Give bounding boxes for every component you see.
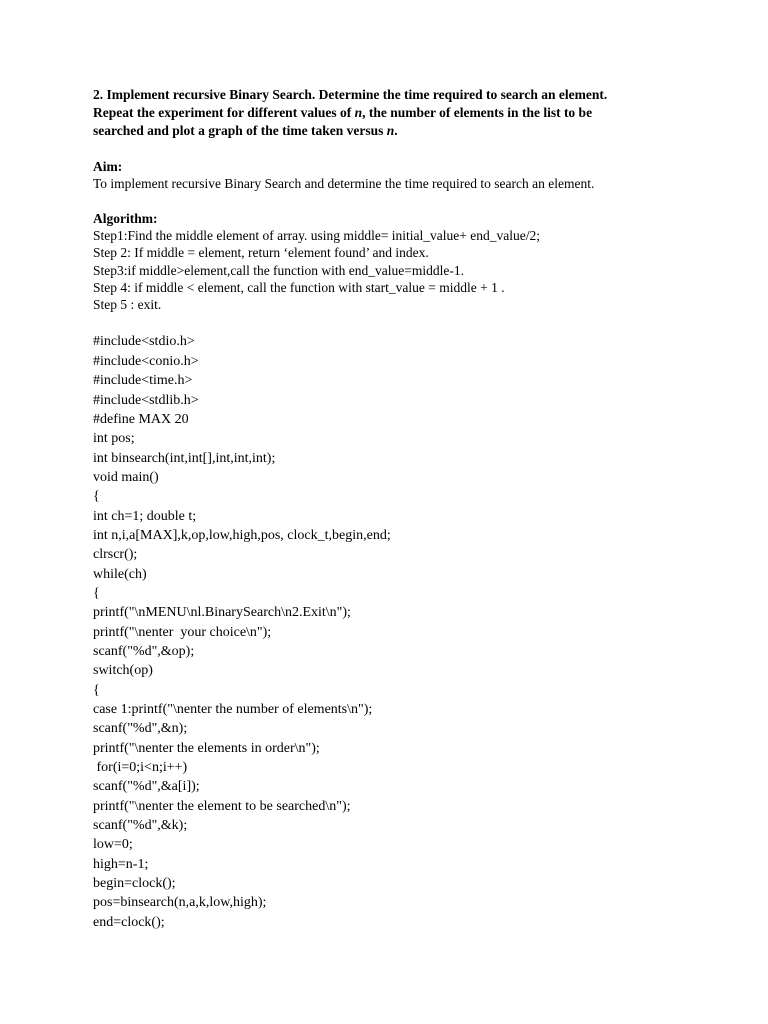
heading-variable-n: n bbox=[354, 105, 363, 120]
aim-label: Aim: bbox=[93, 159, 123, 174]
code-line: begin=clock(); bbox=[93, 876, 176, 892]
code-line: printf("\nenter the element to be searched\n"); bbox=[93, 798, 351, 814]
algorithm-label: Algorithm: bbox=[93, 211, 158, 226]
algorithm-step: Step1:Find the middle element of array. using middle= initial_value+ end_value/2; bbox=[93, 228, 541, 243]
algorithm-steps bbox=[93, 227, 693, 313]
heading-line-3-end: . bbox=[394, 123, 398, 138]
code-line: end=clock(); bbox=[93, 914, 165, 930]
heading-line-1: 2. Implement recursive Binary Search. Determine the time required to search an element. bbox=[93, 87, 608, 102]
code-line: int pos; bbox=[93, 431, 135, 447]
code-line: switch(op) bbox=[93, 663, 153, 679]
code-line: { bbox=[93, 489, 100, 505]
code-line: #define MAX 20 bbox=[93, 411, 189, 427]
code-line: #include<stdlib.h> bbox=[93, 392, 199, 408]
code-line: clrscr(); bbox=[93, 547, 138, 563]
code-line: int ch=1; double t; bbox=[93, 508, 197, 524]
question-heading bbox=[93, 86, 693, 140]
code-line: int n,i,a[MAX],k,op,low,high,pos, clock_t,begin,end; bbox=[93, 527, 391, 543]
code-line: scanf("%d",&a[i]); bbox=[93, 779, 200, 795]
aim-text: To implement recursive Binary Search and determine the time required to search an element. bbox=[93, 176, 595, 191]
code-listing bbox=[93, 332, 693, 932]
code-line: while(ch) bbox=[93, 566, 147, 582]
code-line: pos=binsearch(n,a,k,low,high); bbox=[93, 895, 267, 911]
code-line: scanf("%d",&n); bbox=[93, 721, 188, 737]
document-page bbox=[93, 86, 693, 932]
heading-line-3-start: searched and plot a graph of the time taken versus bbox=[93, 123, 387, 138]
code-line: printf("\nenter your choice\n"); bbox=[93, 624, 272, 640]
code-line: printf("\nenter the elements in order\n"); bbox=[93, 740, 320, 756]
heading-line-2-end: , the number of elements in the list to be bbox=[362, 105, 593, 120]
code-line: #include<conio.h> bbox=[93, 353, 199, 369]
code-line: { bbox=[93, 682, 100, 698]
heading-line-3 bbox=[93, 122, 693, 140]
algorithm-section bbox=[93, 210, 693, 313]
code-line: high=n-1; bbox=[93, 856, 149, 872]
code-line: int binsearch(int,int[],int,int,int); bbox=[93, 450, 276, 466]
code-line: for(i=0;i<n;i++) bbox=[93, 760, 188, 776]
aim-section bbox=[93, 158, 693, 192]
code-line: void main() bbox=[93, 469, 159, 485]
code-line: case 1:printf("\nenter the number of elements\n"); bbox=[93, 702, 373, 718]
heading-line-2-start: Repeat the experiment for different values of bbox=[93, 105, 355, 120]
code-line: scanf("%d",&k); bbox=[93, 818, 188, 834]
algorithm-step: Step3:if middle>element,call the function with end_value=middle-1. bbox=[93, 262, 465, 278]
code-line: { bbox=[93, 585, 100, 601]
heading-line-2 bbox=[93, 104, 693, 122]
code-line: #include<time.h> bbox=[93, 373, 193, 389]
algorithm-step: Step 2: If middle = element, return ‘element found’ and index. bbox=[93, 245, 429, 261]
code-line: scanf("%d",&op); bbox=[93, 643, 195, 659]
code-line: low=0; bbox=[93, 837, 133, 853]
algorithm-step: Step 4: if middle < element, call the function with start_value = middle + 1 . bbox=[93, 279, 505, 295]
algorithm-step: Step 5 : exit. bbox=[93, 297, 162, 313]
code-line: printf("\nMENU\nl.BinarySearch\n2.Exit\n"); bbox=[93, 605, 351, 621]
code-line: #include<stdio.h> bbox=[93, 334, 195, 350]
heading-variable-n: n bbox=[386, 123, 395, 138]
